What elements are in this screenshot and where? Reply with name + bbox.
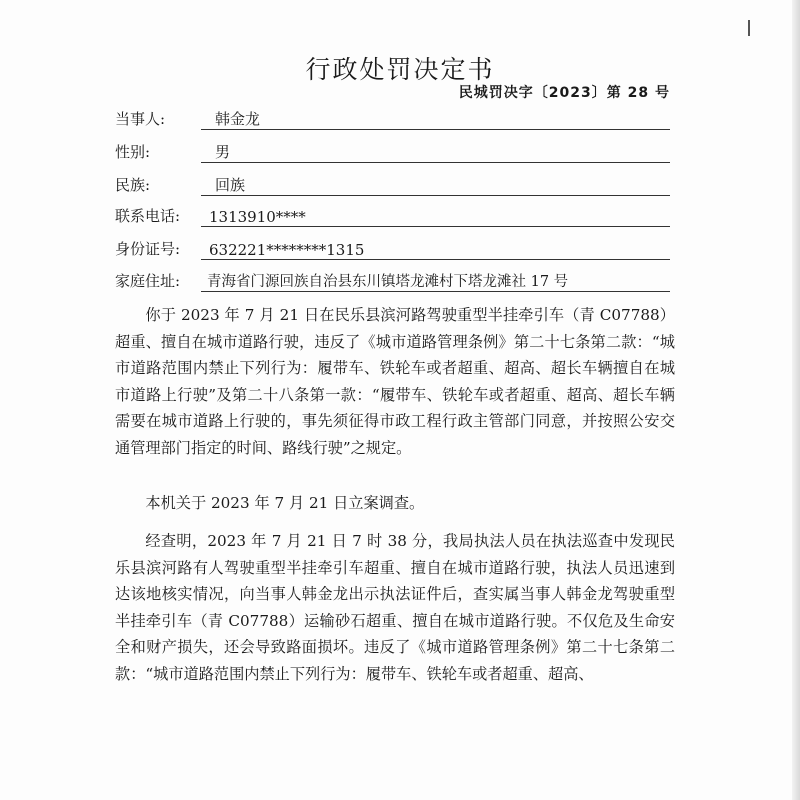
- field-id-number: [115, 238, 670, 262]
- field-party: [115, 108, 670, 132]
- field-label: 身份证号:: [115, 240, 181, 258]
- field-underline: [201, 259, 670, 260]
- field-underline: [201, 162, 670, 163]
- document-title: 行政处罚决定书: [305, 55, 495, 84]
- field-label: 当事人:: [115, 110, 166, 128]
- scan-mark: [748, 20, 750, 36]
- scan-edge: [792, 0, 800, 800]
- field-label: 民族:: [115, 176, 151, 194]
- field-value: 男: [215, 143, 231, 161]
- field-label: 联系电话:: [115, 207, 181, 225]
- field-value: 1313910****: [209, 208, 306, 226]
- paragraph-findings: 经查明，2023 年 7 月 21 日 7 时 38 分，我局执法人员在执法巡查中发现民乐县滨河路有人驾驶重型半挂牵引车超重、擅自在城市道路行驶，执法人员迅速到达该地核实情况，向当事人韩金龙出示执法证件后，查实属当事人韩金龙驾驶重型半挂牵引车（青 C07788）运输砂石超重、擅自在城市道路行驶。不仅危及生命安全和财产损失，还会导致路面损坏。违反了《城市道路管理条例》第二十七条第二款：“城市道路范围内禁止下列行为：履带车、铁轮车或者超重、超高、: [115, 532, 675, 683]
- field-value: 632221********1315: [209, 241, 365, 259]
- field-gender: [115, 141, 670, 165]
- paragraph-violation: 你于 2023 年 7 月 21 日在民乐县滨河路驾驶重型半挂牵引车（青 C07788）超重、擅自在城市道路行驶，违反了《城市道路管理条例》第二十七条第二款：“城市道路范围内禁止下列行为：履带车、铁轮车或者超重、超高、超长车辆擅自在城市道路上行驶”及第二十八条第一款：“履带车、铁轮车或者超重、超高、超长车辆需要在城市道路上行驶的，事先须征得市政工程行政主管部门同意，并按照公安交通管理部门指定的时间、路线行驶”之规定。: [115, 306, 675, 457]
- field-value: 回族: [215, 176, 246, 194]
- field-underline: [201, 195, 670, 196]
- field-label: 性别:: [115, 143, 151, 161]
- field-address: [115, 270, 670, 294]
- field-underline: [201, 291, 670, 292]
- field-phone: [115, 205, 670, 229]
- field-ethnicity: [115, 174, 670, 198]
- field-value: 青海省门源回族自治县东川镇塔龙滩村下塔龙滩社 17 号: [207, 274, 569, 290]
- paragraph-case-filing: 本机关于 2023 年 7 月 21 日立案调查。: [145, 494, 425, 512]
- field-label: 家庭住址:: [115, 272, 181, 290]
- field-underline: [201, 226, 670, 227]
- field-underline: [201, 129, 670, 130]
- field-value: 韩金龙: [215, 110, 261, 128]
- document-number: 民城罚决字〔2023〕第 28 号: [458, 85, 670, 101]
